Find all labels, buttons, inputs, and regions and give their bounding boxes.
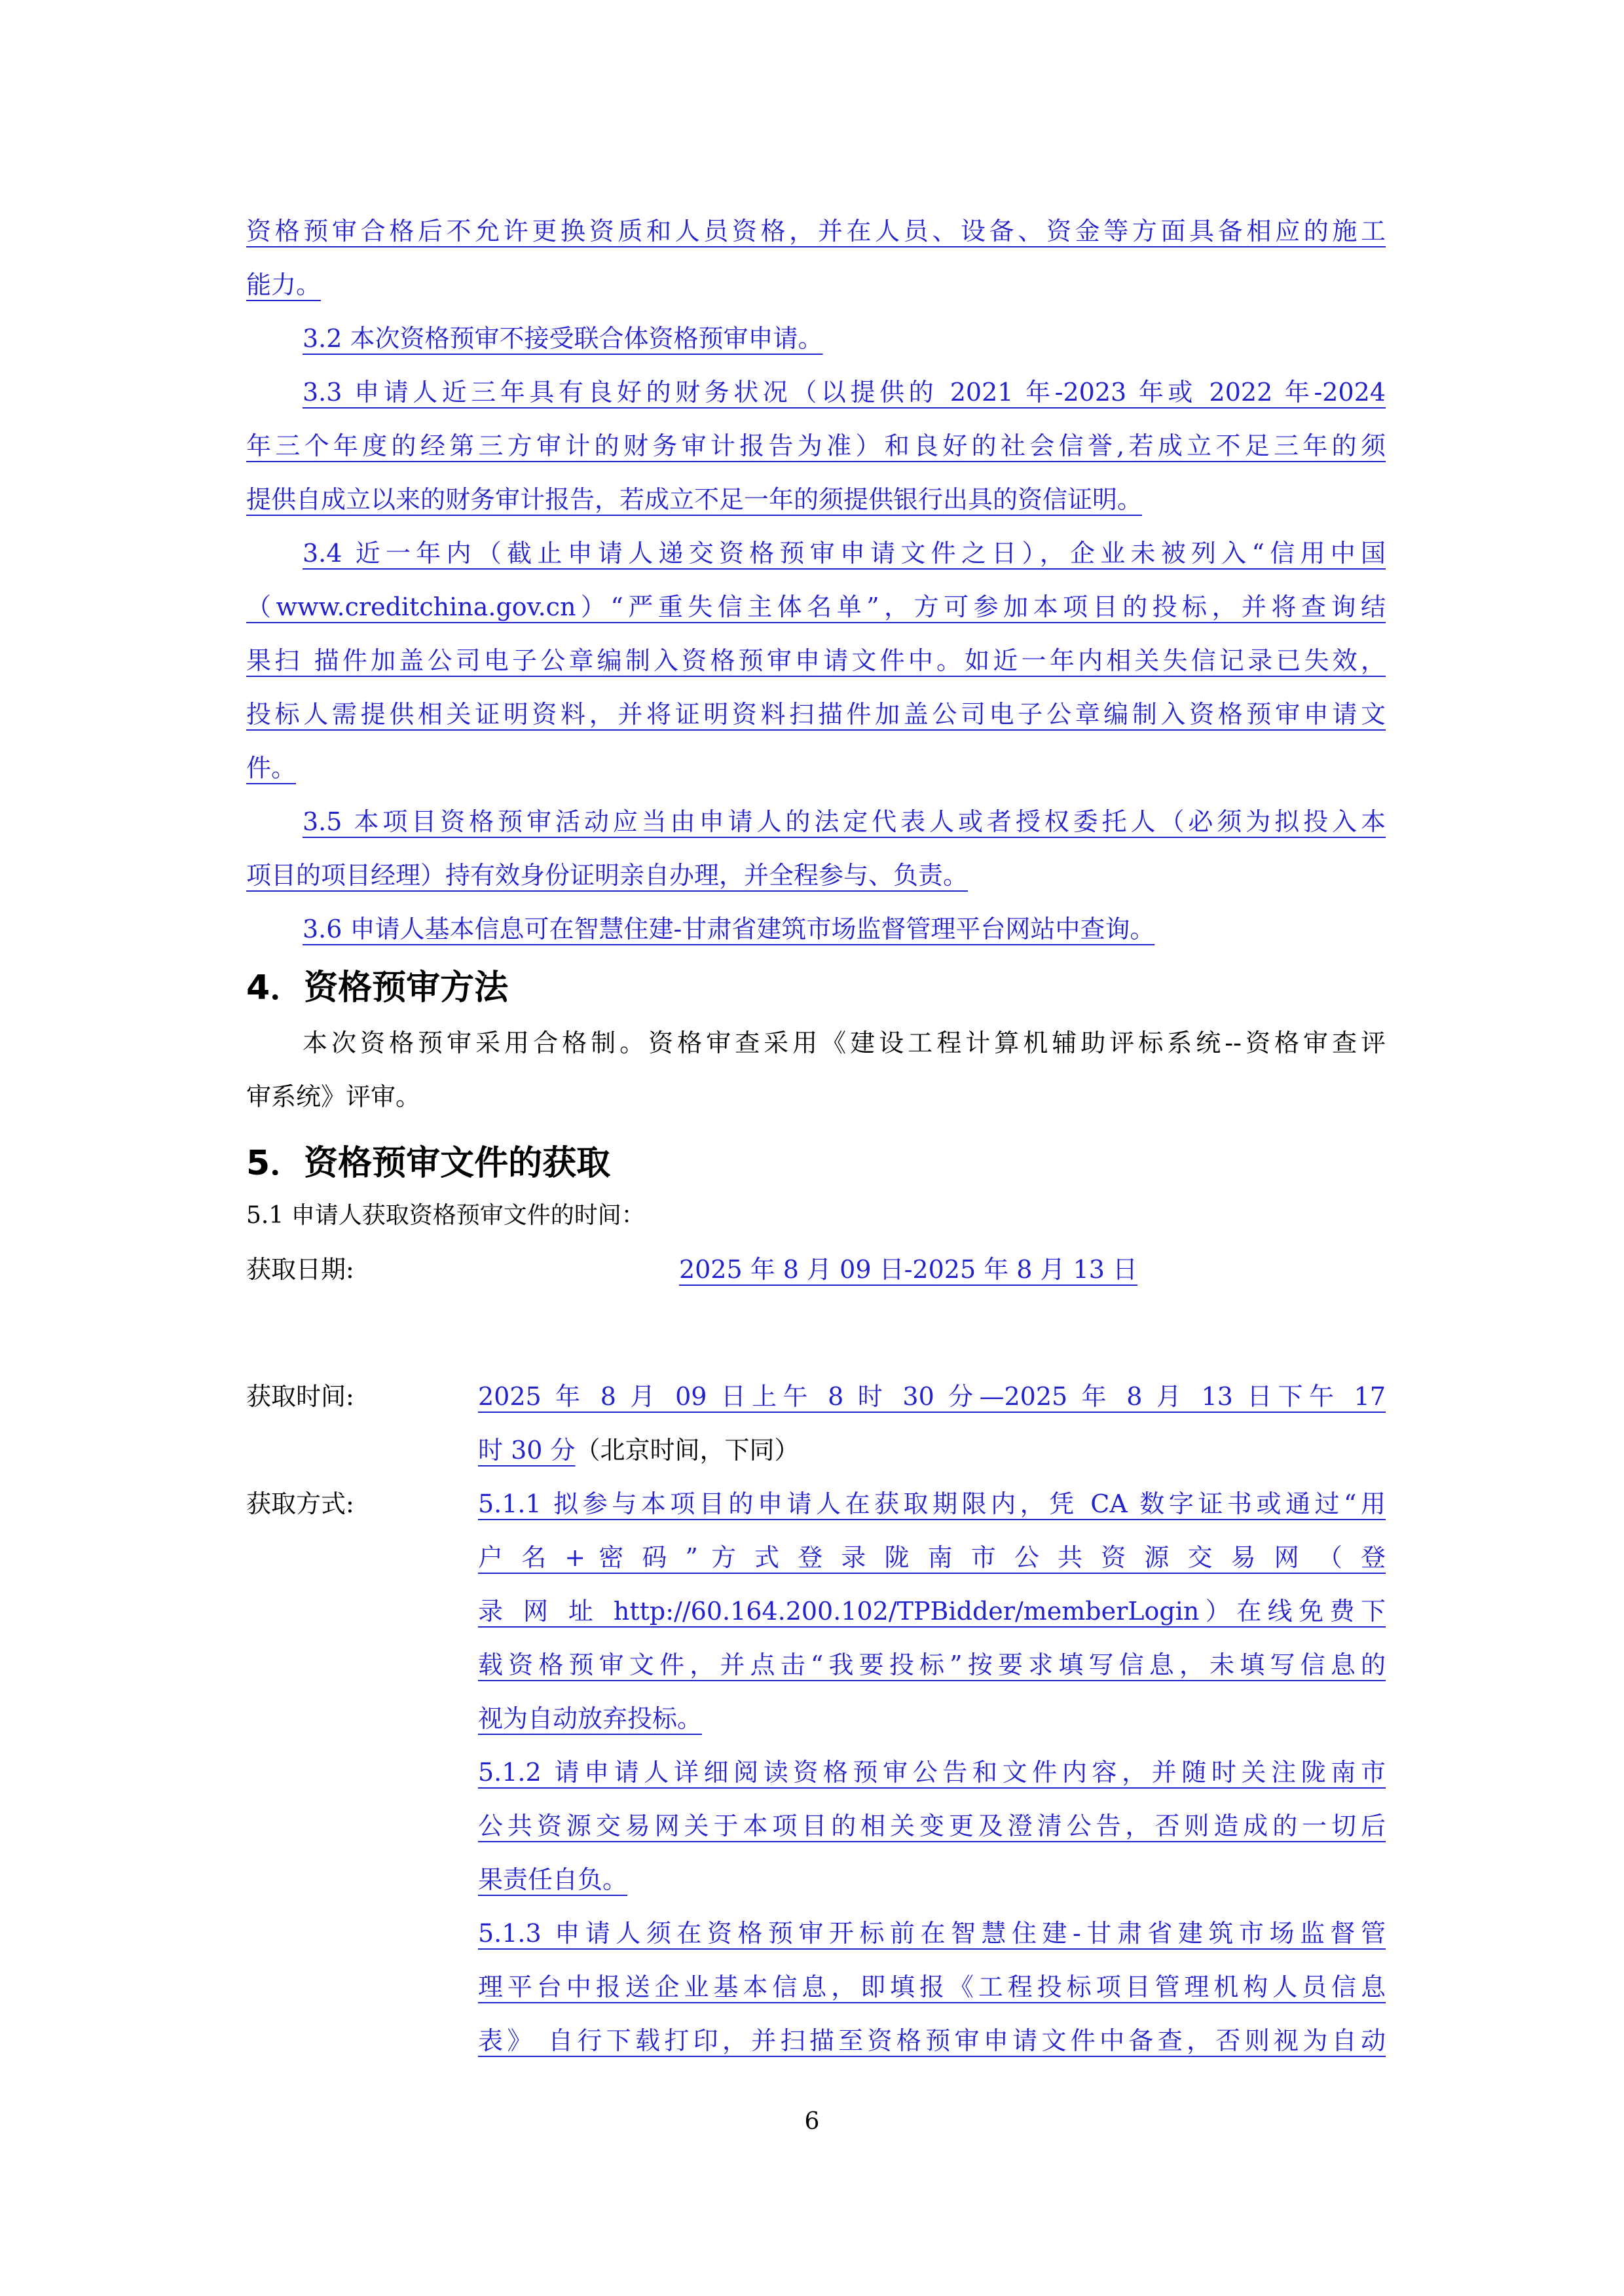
paragraph-line: （www.creditchina.gov.cn）“严重失信主体名单”，方可参加本项目的投标，并将查询结 xyxy=(246,592,1386,621)
paragraph-line: 件。 xyxy=(246,754,297,782)
time-value: 2025 年 8 月 09 日上午 8 时 30 分—2025 年 8 月 13 日下午 17 xyxy=(478,1382,1386,1411)
paragraph-line: 能力。 xyxy=(246,270,322,299)
paragraph-line: 年三个年度的经第三方审计的财务审计报告为准）和良好的社会信誉,若成立不足三年的须 xyxy=(246,431,1386,460)
method-line: 录 网 址 http://60.164.200.102/TPBidder/memberLogin）在线免费下 xyxy=(478,1597,1386,1626)
section-4-heading: 4．资格预审方法 xyxy=(246,968,509,1008)
method-line: 理平台中报送企业基本信息，即填报《工程投标项目管理机构人员信息 xyxy=(478,1973,1386,2001)
method-line: 载资格预审文件，并点击“我要投标”按要求填写信息，未填写信息的 xyxy=(478,1650,1386,1679)
date-value: 2025 年 8 月 09 日-2025 年 8 月 13 日 xyxy=(678,1255,1138,1284)
time-value-cont xyxy=(478,1423,1386,1477)
paragraph-line: 果扫 描件加盖公司电子公章编制入资格预审申请文件中。如近一年内相关失信记录已失效， xyxy=(246,646,1386,675)
method-line: 户 名 + 密 码 ” 方 式 登 录 陇 南 市 公 共 资 源 交 易 网 （ 登 xyxy=(478,1543,1386,1572)
paragraph-line: 项目的项目经理）持有效身份证明亲自办理，并全程参与、负责。 xyxy=(246,861,969,890)
paragraph-3-4: 3.4 近一年内（截止申请人递交资格预审申请文件之日），企业未被列入“信用中国 xyxy=(303,539,1386,568)
paragraph-line: 提供自成立以来的财务审计报告，若成立不足一年的须提供银行出具的资信证明。 xyxy=(246,485,1143,514)
paragraph-3-6: 3.6 申请人基本信息可在智慧住建-甘肃省建筑市场监督管理平台网站中查询。 xyxy=(303,915,1155,943)
section-5-1-intro: 5.1 申请人获取资格预审文件的时间： xyxy=(246,1202,645,1229)
section-4-body: 审系统》评审。 xyxy=(246,1082,421,1111)
method-line: 表》 自行下载打印，并扫描至资格预审申请文件中备查，否则视为自动 xyxy=(478,2026,1386,2055)
method-line: 公共资源交易网关于本项目的相关变更及澄清公告，否则造成的一切后 xyxy=(478,1812,1386,1840)
method-label: 获取方式: xyxy=(246,1489,354,1518)
section-5-heading: 5．资格预审文件的获取 xyxy=(246,1144,611,1183)
method-line: 果责任自负。 xyxy=(478,1865,628,1894)
time-value-end: 时 30 分 xyxy=(478,1436,576,1465)
section-4-body: 本次资格预审采用合格制。资格审查采用《建设工程计算机辅助评标系统--资格审查评 xyxy=(303,1029,1386,1057)
paragraph-line: 投标人需提供相关证明资料，并将证明资料扫描件加盖公司电子公章编制入资格预审申请文 xyxy=(246,700,1386,729)
paragraph-3-2: 3.2 本次资格预审不接受联合体资格预审申请。 xyxy=(303,324,823,353)
paragraph-line: 资格预审合格后不允许更换资质和人员资格，并在人员、设备、资金等方面具备相应的施工 xyxy=(246,217,1386,246)
page-number: 6 xyxy=(804,2108,820,2135)
paragraph-3-5: 3.5 本项目资格预审活动应当由申请人的法定代表人或者授权委托人（必须为拟投入本 xyxy=(303,807,1386,836)
time-note: （北京时间，下同） xyxy=(575,1436,800,1465)
method-line: 5.1.3 申请人须在资格预审开标前在智慧住建-甘肃省建筑市场监督管 xyxy=(478,1919,1386,1948)
method-line: 5.1.2 请申请人详细阅读资格预审公告和文件内容，并随时关注陇南市 xyxy=(478,1758,1386,1787)
date-label: 获取日期: xyxy=(246,1255,354,1284)
method-line: 视为自动放弃投标。 xyxy=(478,1704,703,1733)
time-label: 获取时间: xyxy=(246,1382,354,1411)
paragraph-3-3: 3.3 申请人近三年具有良好的财务状况（以提供的 2021 年-2023 年或 2022 年-2024 xyxy=(303,378,1386,407)
method-line: 5.1.1 拟参与本项目的申请人在获取期限内，凭 CA 数字证书或通过“用 xyxy=(478,1489,1386,1518)
